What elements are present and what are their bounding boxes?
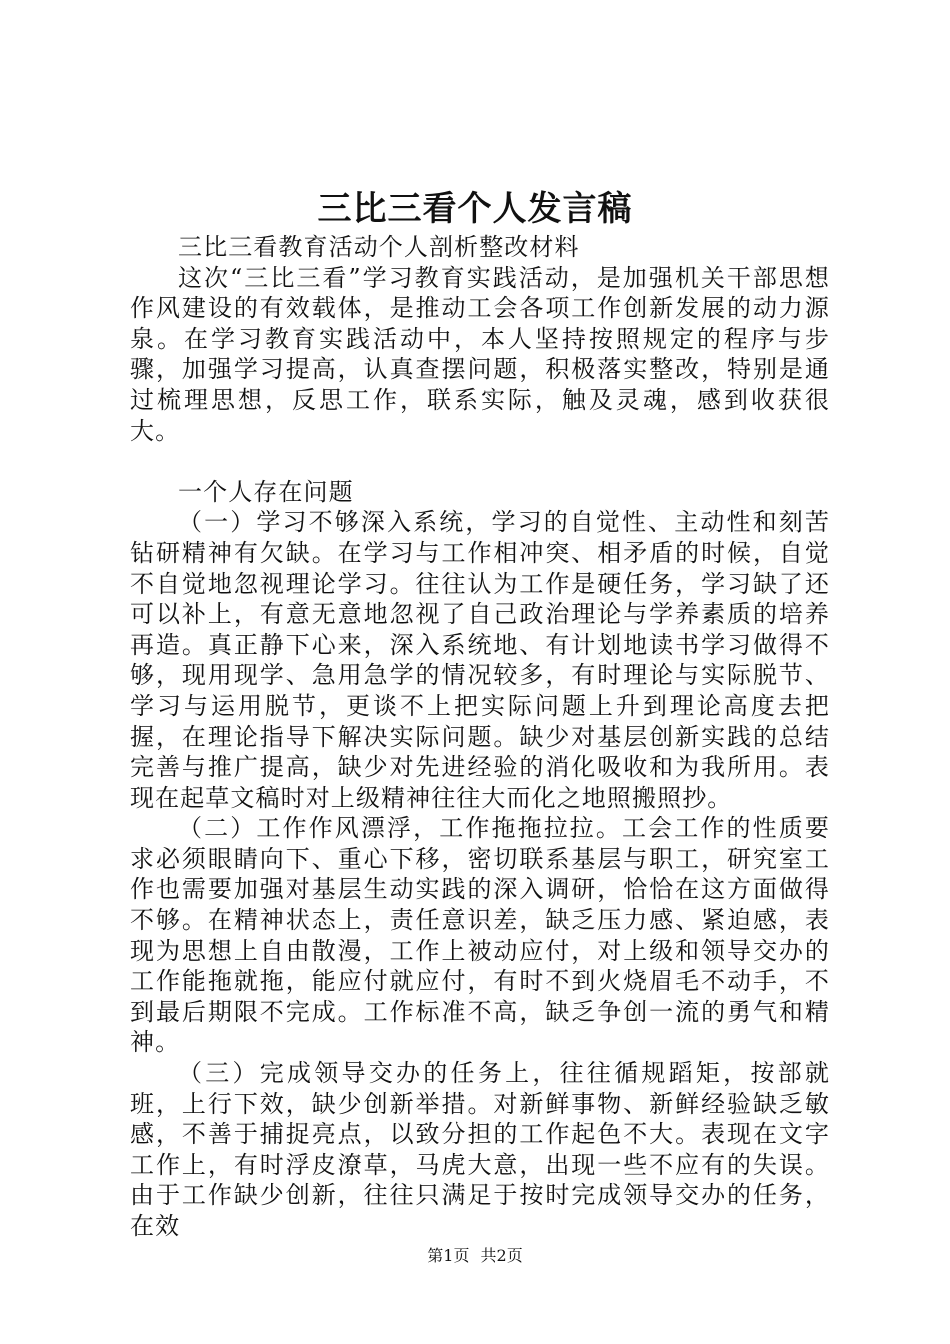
problem-item-1: （一）学习不够深入系统，学习的自觉性、主动性和刻苦钻研精神有欠缺。在学习与工作相冲突、相矛盾的时候，自觉不自觉地忽视理论学习。往往认为工作是硬任务，学习缺了还可以补上，有意无意地忽视了自己政治理论与学养素质的培养再造。真正静下心来，深入系统地、有计划地读书学习做得不够，现用现学、急用急学的情况较多，有时理论与实际脱节、学习与运用脱节，更谈不上把实际问题上升到理论高度去把握，在理论指导下解决实际问题。缺少对基层创新实践的总结完善与推广提高，缺少对先进经验的消化吸收和为我所用。表现在起草文稿时对上级精神往往大而化之地照搬照抄。 bbox=[130, 508, 830, 812]
page-number: 第1页 bbox=[427, 1246, 470, 1265]
page-total: 共2页 bbox=[480, 1246, 523, 1265]
document-subtitle: 三比三看教育活动个人剖析整改材料 bbox=[178, 233, 580, 261]
document-body bbox=[130, 232, 830, 1242]
intro-paragraph: 这次“三比三看”学习教育实践活动，是加强机关干部思想作风建设的有效载体，是推动工会各项工作创新发展的动力源泉。在学习教育实践活动中，本人坚持按照规定的程序与步骤，加强学习提高，认真查摆问题，积极落实整改，特别是通过梳理思想，反思工作，联系实际，触及灵魂，感到收获很大。 bbox=[130, 263, 830, 445]
section-heading: 一个人存在问题 bbox=[178, 477, 354, 506]
problem-item-2: （二）工作作风漂浮，工作拖拖拉拉。工会工作的性质要求必须眼睛向下、重心下移，密切联系基层与职工，研究室工作也需要加强对基层生动实践的深入调研，恰恰在这方面做得不够。在精神状态上，责任意识差，缺乏压力感、紧迫感，表现为思想上自由散漫，工作上被动应付，对上级和领导交办的工作能拖就拖，能应付就应付，有时不到火烧眉毛不动手，不到最后期限不完成。工作标准不高，缺乏争创一流的勇气和精神。 bbox=[130, 814, 830, 1057]
problem-item-3: （三）完成领导交办的任务上，往往循规蹈矩，按部就班，上行下效，缺少创新举措。对新鲜事物、新鲜经验缺乏敏感，不善于捕捉亮点，以致分担的工作起色不大。表现在文字工作上，有时浮皮潦草，马虎大意，出现一些不应有的失误。由于工作缺少创新，往往只满足于按时完成领导交办的任务，在效 bbox=[130, 1059, 830, 1240]
page-footer bbox=[0, 1245, 950, 1267]
document-title: 三比三看个人发言稿 bbox=[317, 189, 633, 229]
